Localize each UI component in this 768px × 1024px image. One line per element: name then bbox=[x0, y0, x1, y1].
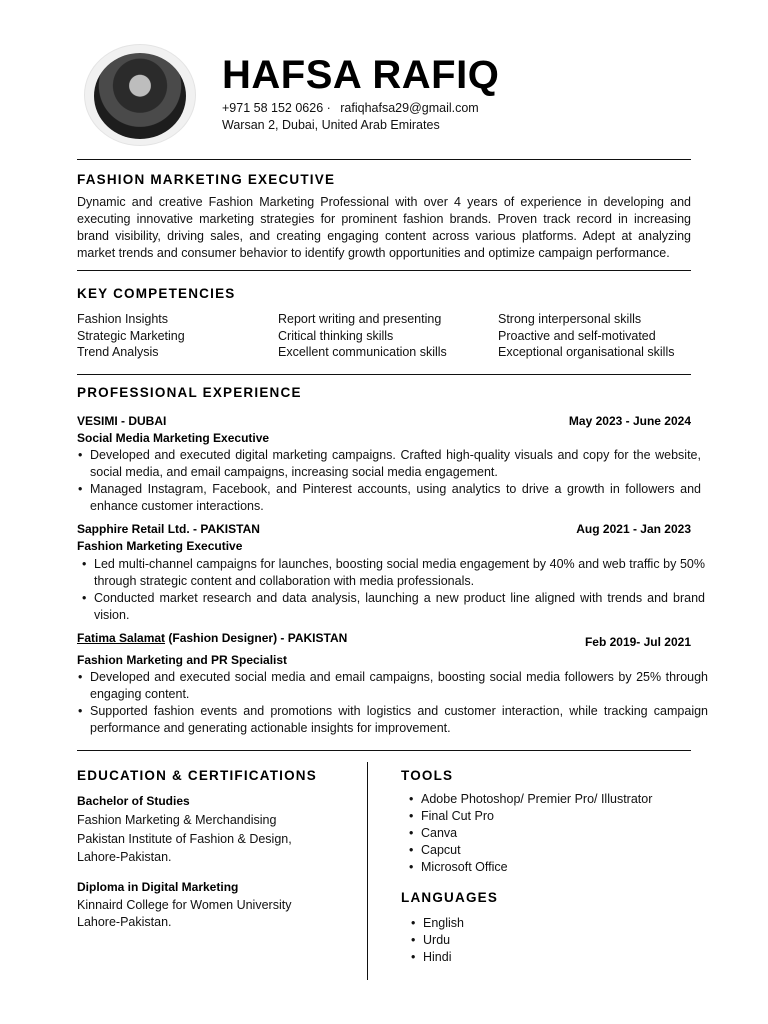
tool-item: • Microsoft Office bbox=[421, 859, 708, 876]
competency-item: Report writing and presenting bbox=[278, 312, 442, 326]
tool-item: • Canva bbox=[421, 825, 708, 842]
competency-item: Proactive and self-motivated bbox=[498, 328, 656, 343]
tools-title: TOOLS bbox=[401, 768, 454, 783]
education-line: Fashion Marketing & Merchandising bbox=[77, 813, 277, 827]
competencies-column-3 bbox=[498, 311, 674, 361]
education-details bbox=[77, 811, 292, 867]
job-bullet: • Conducted market research and data analysis, launching a new product line aligned with trends and brand vision. bbox=[94, 590, 705, 624]
job-dates: May 2023 - June 2024 bbox=[568, 414, 691, 428]
job-role: Fashion Marketing and PR Specialist bbox=[77, 653, 288, 667]
language-item: • Hindi bbox=[423, 949, 610, 966]
education-degree: Diploma in Digital Marketing bbox=[77, 880, 239, 894]
competency-item: Fashion Insights bbox=[77, 312, 169, 326]
organization-detail: (Fashion Designer) - PAKISTAN bbox=[165, 631, 348, 645]
summary-title: FASHION MARKETING EXECUTIVE bbox=[77, 172, 336, 187]
job-dates: Feb 2019- Jul 2021 bbox=[584, 635, 691, 649]
divider bbox=[77, 270, 691, 271]
phone-number: +971 58 152 0626 · bbox=[222, 101, 331, 115]
organization-link[interactable]: Fatima Salamat bbox=[77, 631, 166, 645]
job-bullet: • Developed and executed social media and email campaigns, boosting social media followers by 25% through engaging content. bbox=[90, 669, 708, 703]
column-divider bbox=[367, 762, 368, 980]
job-bullet: • Developed and executed digital marketing campaigns. Crafted high-quality visuals and copy for the website, social media, and email campaigns, increasing social media engagement. bbox=[90, 447, 701, 481]
education-line: Lahore-Pakistan. bbox=[77, 850, 172, 864]
experience-title: PROFESSIONAL EXPERIENCE bbox=[77, 385, 302, 400]
education-details bbox=[77, 897, 291, 931]
candidate-name: HAFSA RAFIQ bbox=[222, 53, 500, 97]
competency-item: Trend Analysis bbox=[77, 345, 159, 359]
competency-item: Strategic Marketing bbox=[77, 328, 185, 343]
competencies-column-2 bbox=[278, 311, 447, 361]
job-role: Fashion Marketing Executive bbox=[77, 539, 243, 553]
competency-item: Excellent communication skills bbox=[278, 345, 447, 359]
competency-item: Critical thinking skills bbox=[278, 328, 394, 343]
competency-item: Strong interpersonal skills bbox=[498, 312, 642, 326]
competency-item: Exceptional organisational skills bbox=[498, 345, 675, 359]
job-bullets bbox=[77, 669, 708, 737]
competencies-column-1 bbox=[77, 311, 185, 361]
language-item: • English bbox=[423, 915, 610, 932]
languages-title: LANGUAGES bbox=[401, 890, 499, 905]
tool-item: • Capcut bbox=[421, 842, 708, 859]
summary-text: Dynamic and creative Fashion Marketing Professional with over 4 years of experience in developing and executing innovative marketing strategies for prominent fashion brands. Proven track record in increasing brand visibility, driving sales, and creating engaging content across various platforms. Adept at analyzing market trends and consumer behavior to identify growth opportunities and optimize campaign performance. bbox=[77, 195, 691, 260]
job-organization bbox=[77, 631, 347, 645]
competencies-title: KEY COMPETENCIES bbox=[77, 286, 236, 301]
job-organization: VESIMI - DUBAI bbox=[77, 414, 167, 428]
divider bbox=[77, 374, 691, 375]
education-line: Pakistan Institute of Fashion & Design, bbox=[77, 831, 292, 846]
education-line: Lahore-Pakistan. bbox=[77, 915, 172, 929]
divider bbox=[77, 750, 691, 751]
language-item: • Urdu bbox=[423, 932, 610, 949]
job-organization: Sapphire Retail Ltd. - PAKISTAN bbox=[77, 522, 260, 536]
divider bbox=[77, 159, 691, 160]
tool-item: • Final Cut Pro bbox=[421, 808, 708, 825]
education-line: Kinnaird College for Women University bbox=[77, 898, 292, 912]
profile-photo bbox=[94, 53, 186, 139]
job-bullet: • Supported fashion events and promotions with logistics and customer interaction, while tracking campaign performance and generating actionable insights for improvement. bbox=[90, 703, 708, 737]
education-degree: Bachelor of Studies bbox=[77, 794, 190, 808]
job-dates: Aug 2021 - Jan 2023 bbox=[576, 522, 691, 536]
address: Warsan 2, Dubai, United Arab Emirates bbox=[222, 118, 440, 132]
tool-item: • Adobe Photoshop/ Premier Pro/ Illustrator bbox=[421, 791, 708, 808]
education-title: EDUCATION & CERTIFICATIONS bbox=[77, 768, 317, 783]
job-bullets bbox=[81, 556, 705, 624]
tools-list bbox=[408, 791, 708, 876]
email-address: rafiqhafsa29@gmail.com bbox=[340, 101, 479, 115]
job-role: Social Media Marketing Executive bbox=[77, 431, 270, 445]
job-bullet: • Led multi-channel campaigns for launches, boosting social media engagement by 40% and web traffic by 50% through strategic content and collaboration with media professionals. bbox=[94, 556, 705, 590]
job-bullet: • Managed Instagram, Facebook, and Pinterest accounts, using analytics to drive a growth in followers and enhance customer interactions. bbox=[90, 481, 701, 515]
job-bullets bbox=[77, 447, 701, 515]
contact-info bbox=[222, 100, 485, 134]
languages-list bbox=[410, 915, 610, 966]
